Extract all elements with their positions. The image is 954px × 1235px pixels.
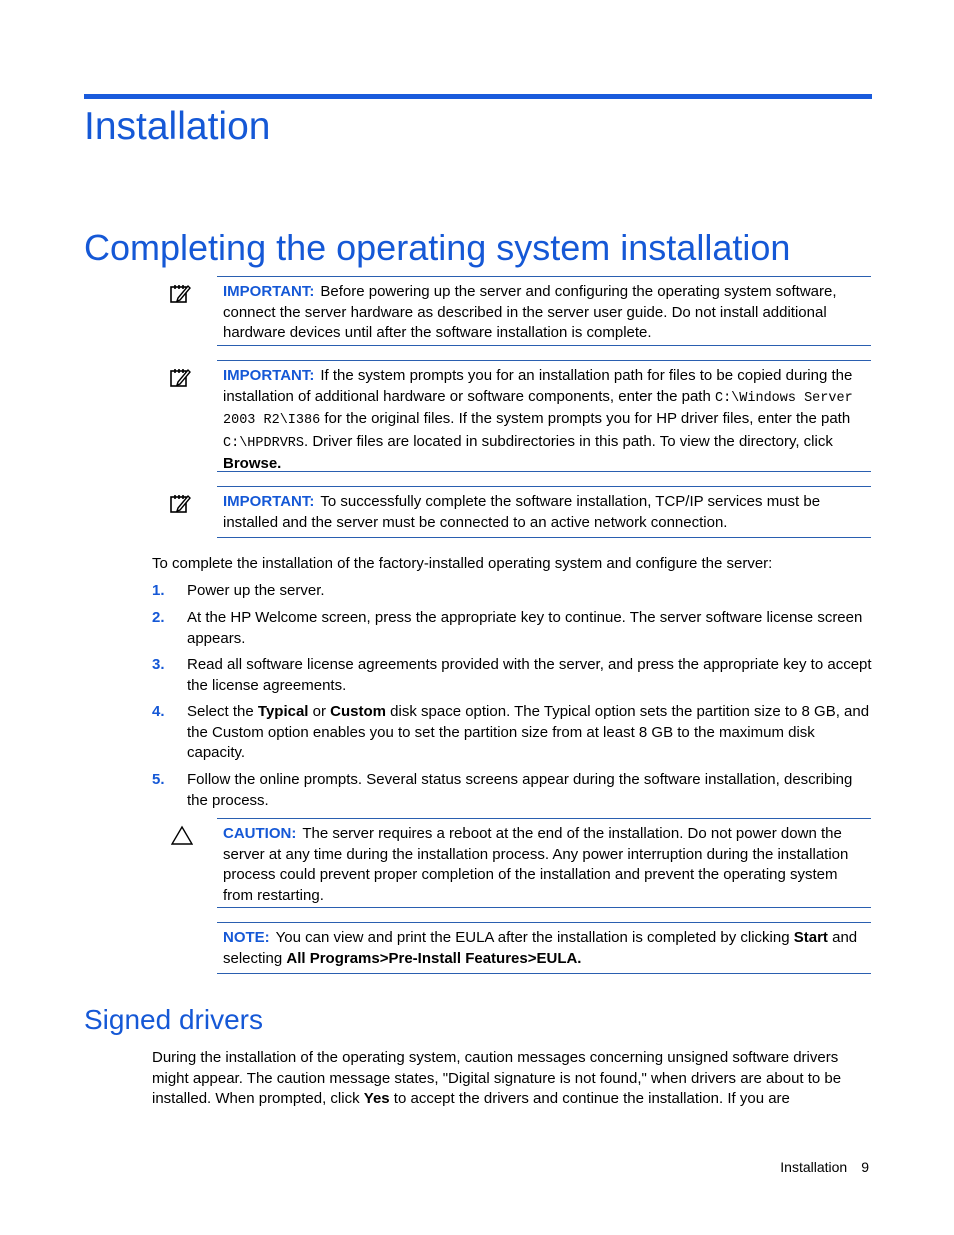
step-text: At the HP Welcome screen, press the appropriate key to continue. The server software license screen appears.	[187, 609, 863, 647]
list-item	[152, 702, 872, 764]
caution-label: CAUTION:	[223, 825, 297, 842]
intro-paragraph: To complete the installation of the factory-installed operating system and configure the server:	[152, 555, 773, 572]
chapter-title: Installation	[84, 105, 271, 148]
note-callout	[217, 922, 871, 974]
important-icon	[169, 366, 191, 388]
page-number: 9	[861, 1159, 869, 1175]
step-text: Power up the server.	[187, 582, 325, 599]
start-label: Start	[793, 929, 828, 946]
important-callout-3	[217, 486, 871, 538]
step-number: 3.	[152, 656, 165, 673]
step-text: Follow the online prompts. Several status screens appear during the software installation, describing the process.	[187, 771, 853, 809]
callout-text: Before powering up the server and configuring the operating system software, connect the server hardware as described in the server user guide. Do not install additional hardware devices until after the software installation is complete.	[223, 283, 837, 342]
important-icon	[169, 492, 191, 514]
list-item	[152, 581, 872, 602]
list-item	[152, 655, 872, 696]
page-footer	[766, 1159, 869, 1175]
browse-label: Browse.	[223, 455, 282, 473]
caution-callout	[217, 818, 871, 908]
callout-label: IMPORTANT:	[223, 283, 315, 300]
callout-label: IMPORTANT:	[223, 367, 315, 384]
step-text: Select the Typical or Custom disk space option. The Typical option sets the partition size to 8 GB, and the Custom option enables you to set the partition size from at least 8 GB to the maximum disk capacity.	[187, 703, 870, 762]
list-item	[152, 608, 872, 649]
callout-text: If the system prompts you for an installation path for files to be copied during the installation of additional hardware or software components, enter the path	[223, 367, 853, 405]
list-item	[152, 770, 872, 811]
step-number: 2.	[152, 609, 165, 626]
code-path: C:\Windows Server 2003 R2\I386	[223, 390, 853, 429]
note-text: and selecting	[223, 929, 858, 967]
note-text: You can view and print the EULA after the installation is completed by clicking	[275, 929, 794, 946]
step-number: 4.	[152, 703, 165, 720]
code-path: C:\HPDRVRS	[223, 435, 305, 451]
callout-text: for the original files. If the system prompts you for HP driver files, enter the path	[320, 410, 851, 428]
callout-text: To successfully complete the software installation, TCP/IP services must be installed and the server must be connected to an active network connection.	[223, 493, 821, 531]
caution-text: The server requires a reboot at the end of the installation. Do not power down the server at any time during the installation process. Any power interruption during the installation process could prevent proper completion of the installation and prevent the operating system from restarting.	[223, 825, 849, 904]
note-label: NOTE:	[223, 929, 270, 946]
footer-section: Installation	[780, 1159, 848, 1175]
callout-text: . Driver files are located in subdirectories in this path. To view the directory, click	[304, 432, 833, 450]
step-text: Read all software license agreements provided with the server, and press the appropriate key to accept the license agreements.	[187, 656, 872, 694]
subsection-title: Signed drivers	[84, 1004, 263, 1035]
menu-path: All Programs>Pre-Install Features>EULA.	[286, 949, 582, 967]
important-icon	[169, 282, 191, 304]
section-title: Completing the operating system installation	[84, 227, 791, 268]
important-callout-1	[217, 276, 871, 346]
chapter-rule	[84, 94, 872, 99]
signed-drivers-paragraph: During the installation of the operating system, caution messages concerning unsigned software drivers might appear. The caution message states, "Digital signature is not found," when drivers are about to be installed. When prompted, click Yes to accept the drivers and continue the installation. If you are	[152, 1049, 842, 1108]
caution-icon	[171, 825, 193, 847]
step-number: 5.	[152, 771, 165, 788]
step-number: 1.	[152, 582, 165, 599]
callout-label: IMPORTANT:	[223, 493, 315, 510]
important-callout-2	[217, 360, 871, 472]
